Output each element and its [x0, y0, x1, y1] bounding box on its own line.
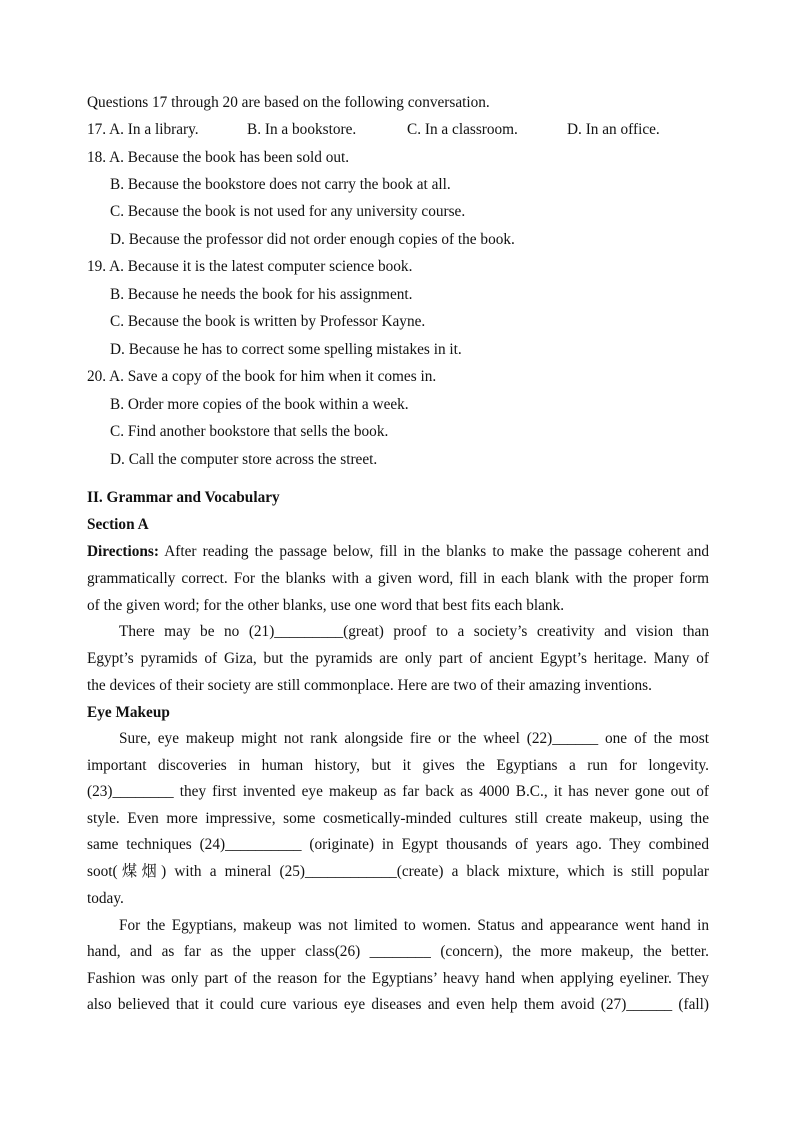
directions-label: Directions:	[87, 543, 159, 560]
q17-option-a: 17. A. In a library.	[87, 121, 199, 138]
intro-line-1: There may be no (21)_________(great) proof to a society’s creativity and vision than	[119, 623, 709, 640]
q17-option-c: C. In a classroom.	[407, 121, 518, 138]
listening-intro: Questions 17 through 20 are based on the following conversation.	[87, 94, 490, 111]
para1-line-6: soot(煤烟) with a mineral (25)____________(create) a black mixture, which is still popular	[87, 863, 709, 880]
q19-option-c: C. Because the book is written by Professor Kayne.	[110, 313, 426, 330]
q17-option-d: D. In an office.	[567, 121, 660, 138]
q20-option-a: 20. A. Save a copy of the book for him when it comes in.	[87, 368, 437, 385]
para1-line-2: important discoveries in human history, but it gives the Egyptians a run for longevity.	[87, 757, 709, 774]
intro-line-2: Egypt’s pyramids of Giza, but the pyramids are only part of ancient Egypt’s heritage. Many of	[87, 650, 709, 667]
intro-line-3: the devices of their society are still commonplace. Here are two of their amazing inventions.	[87, 677, 652, 694]
q19-option-b: B. Because he needs the book for his assignment.	[110, 286, 413, 303]
para1-line-3: (23)________ they first invented eye makeup as far back as 4000 B.C., it has never gone out of	[87, 783, 709, 800]
directions-line-1	[87, 542, 709, 562]
para2-line-2: hand, and as far as the upper class(26) ________ (concern), the more makeup, the better.	[87, 943, 709, 960]
q20-option-d: D. Call the computer store across the street.	[110, 451, 378, 468]
section-heading: II. Grammar and Vocabulary	[87, 489, 280, 506]
q20-option-b: B. Order more copies of the book within a week.	[110, 396, 409, 413]
directions-text: After reading the passage below, fill in the blanks to make the passage coherent and	[158, 543, 709, 560]
section-a-heading: Section A	[87, 516, 149, 533]
para2-line-3: Fashion was only part of the reason for the Egyptians’ heavy hand when applying eyeliner. They	[87, 970, 709, 987]
para1-line-4: style. Even more impressive, some cosmetically-minded cultures still create makeup, using the	[87, 810, 709, 827]
q18-option-d: D. Because the professor did not order enough copies of the book.	[110, 231, 515, 248]
para2-line-4: also believed that it could cure various eye diseases and even help them avoid (27)______ (fall)	[87, 996, 709, 1013]
para2-line-1: For the Egyptians, makeup was not limited to women. Status and appearance went hand in	[119, 917, 709, 934]
q19-option-d: D. Because he has to correct some spelling mistakes in it.	[110, 341, 462, 358]
q20-option-c: C. Find another bookstore that sells the book.	[110, 423, 389, 440]
directions-line-3: of the given word; for the other blanks, use one word that best fits each blank.	[87, 597, 565, 614]
para1-line-1: Sure, eye makeup might not rank alongside fire or the wheel (22)______ one of the most	[119, 730, 709, 747]
question-17	[87, 120, 709, 140]
q19-option-a: 19. A. Because it is the latest computer science book.	[87, 258, 413, 275]
directions-line-2: grammatically correct. For the blanks with a given word, fill in each blank with the proper form	[87, 570, 709, 587]
eye-makeup-heading: Eye Makeup	[87, 704, 170, 721]
q18-option-b: B. Because the bookstore does not carry the book at all.	[110, 176, 451, 193]
para1-line-5: same techniques (24)__________ (originate) in Egypt thousands of years ago. They combined	[87, 836, 709, 853]
q18-option-a: 18. A. Because the book has been sold out.	[87, 149, 350, 166]
para1-line-7: today.	[87, 890, 124, 907]
q17-option-b: B. In a bookstore.	[247, 121, 357, 138]
q18-option-c: C. Because the book is not used for any university course.	[110, 203, 466, 220]
